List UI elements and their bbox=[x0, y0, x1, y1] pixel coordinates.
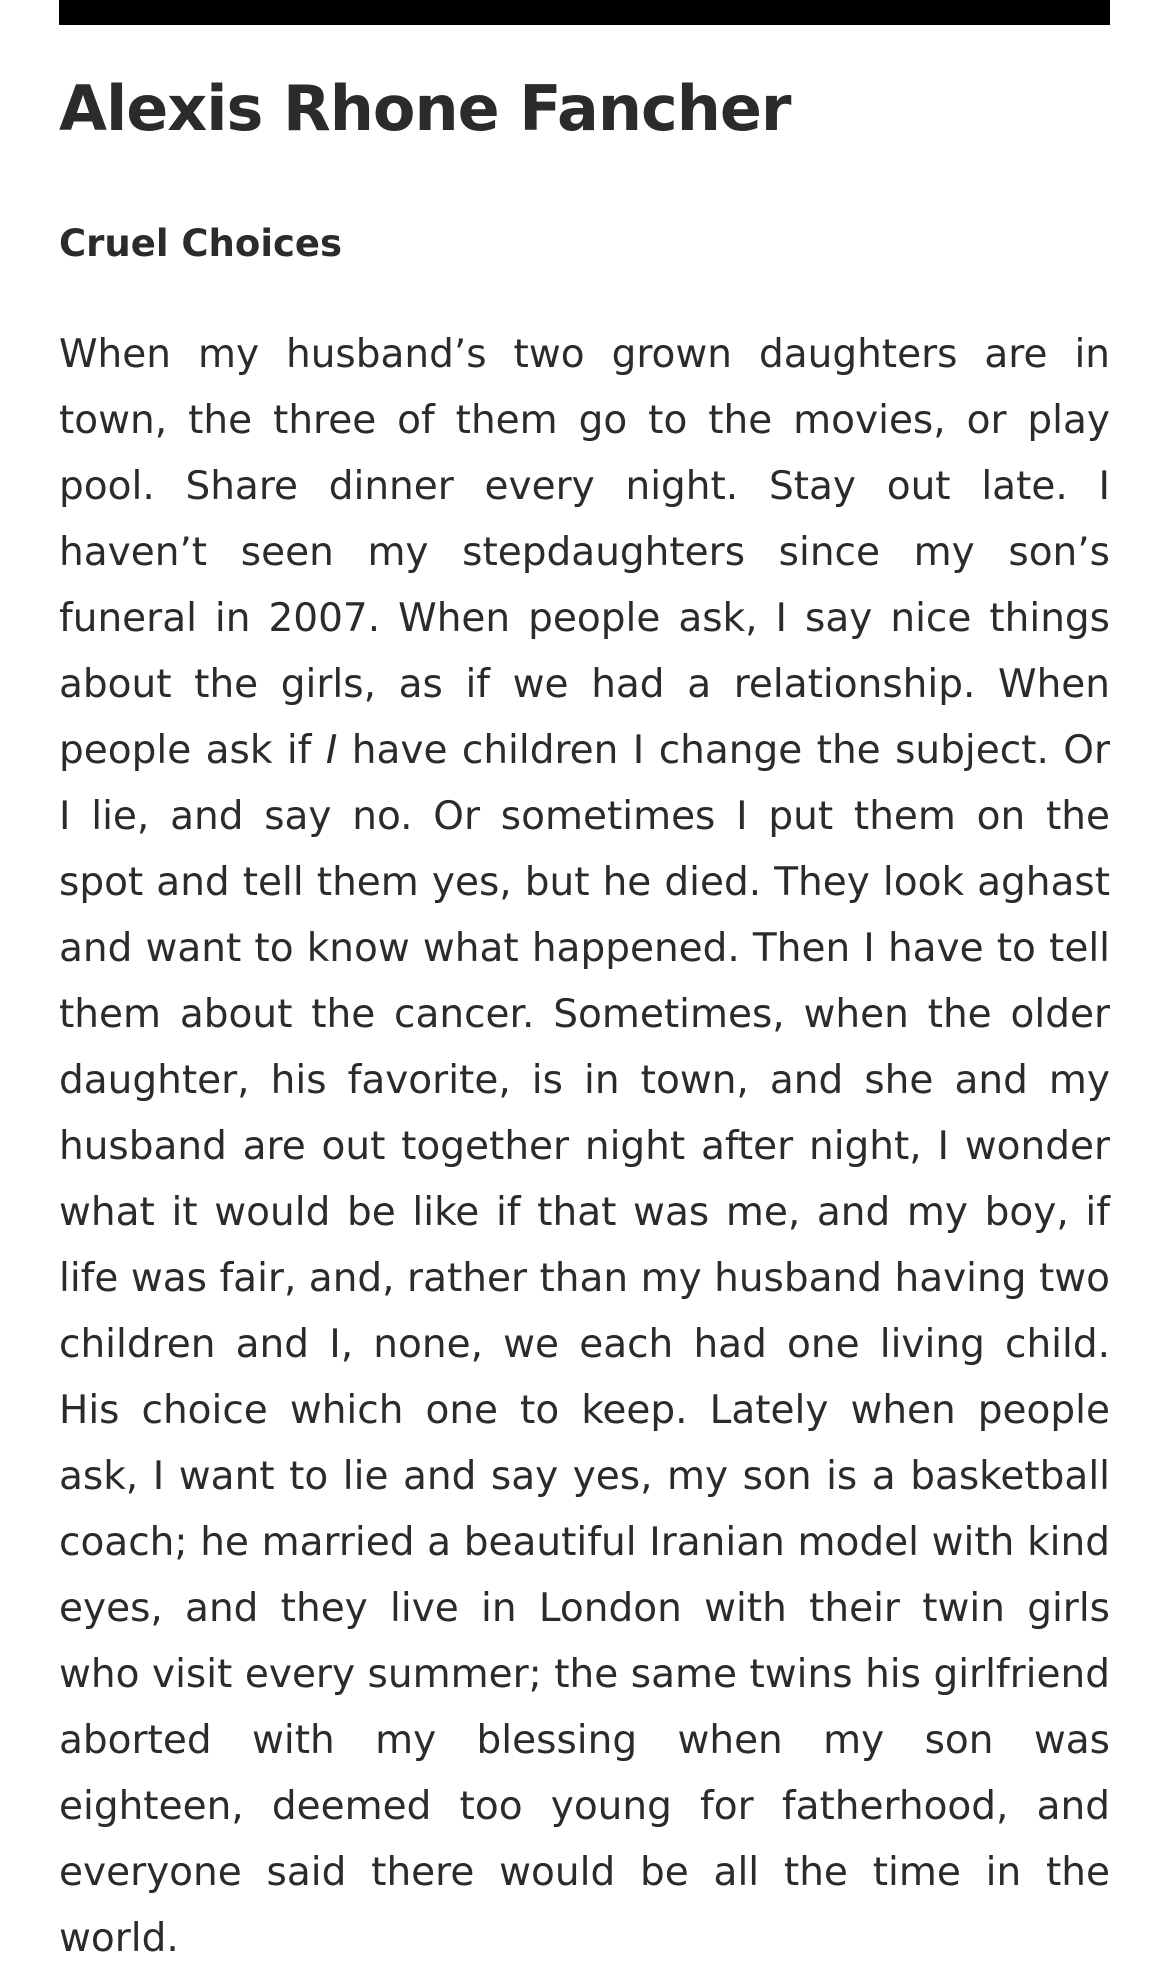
author-title: Alexis Rhone Fancher bbox=[59, 72, 791, 145]
poem-body bbox=[59, 322, 1110, 1972]
poem-title: Cruel Choices bbox=[59, 222, 343, 265]
top-bar bbox=[59, 0, 1110, 25]
poem-text-part-1: When my husband’s two grown daughters are in town, the three of them go to the movies, or play pool. Share dinner every night. Stay out late. I haven’t seen my stepdaughters since my son’s funeral in 2007. When people ask, I say nice things about the girls, as if we had a relationship. When people ask if bbox=[59, 332, 1110, 773]
poem-emphasis: I bbox=[325, 728, 338, 773]
article bbox=[59, 64, 1110, 1972]
poem-text-part-2: have children I change the subject. Or I lie, and say no. Or sometimes I put them on the spot and tell them yes, but he died. They look aghast and want to know what happened. Then I have to tell them about the cancer. Sometimes, when the older daughter, his favorite, is in town, and she and my husband are out together night after night, I wonder what it would be like if that was me, and my boy, if life was fair, and, rather than my husband having two children and I, none, we each had one living child. His choice which one to keep. Lately when people ask, I want to lie and say yes, my son is a basketball coach; he married a beautiful Iranian model with kind eyes, and they live in London with their twin girls who visit every summer; the same twins his girlfriend aborted with my blessing when my son was eighteen, deemed too young for fatherhood, and everyone said there would be all the time in the world. bbox=[59, 728, 1110, 1961]
